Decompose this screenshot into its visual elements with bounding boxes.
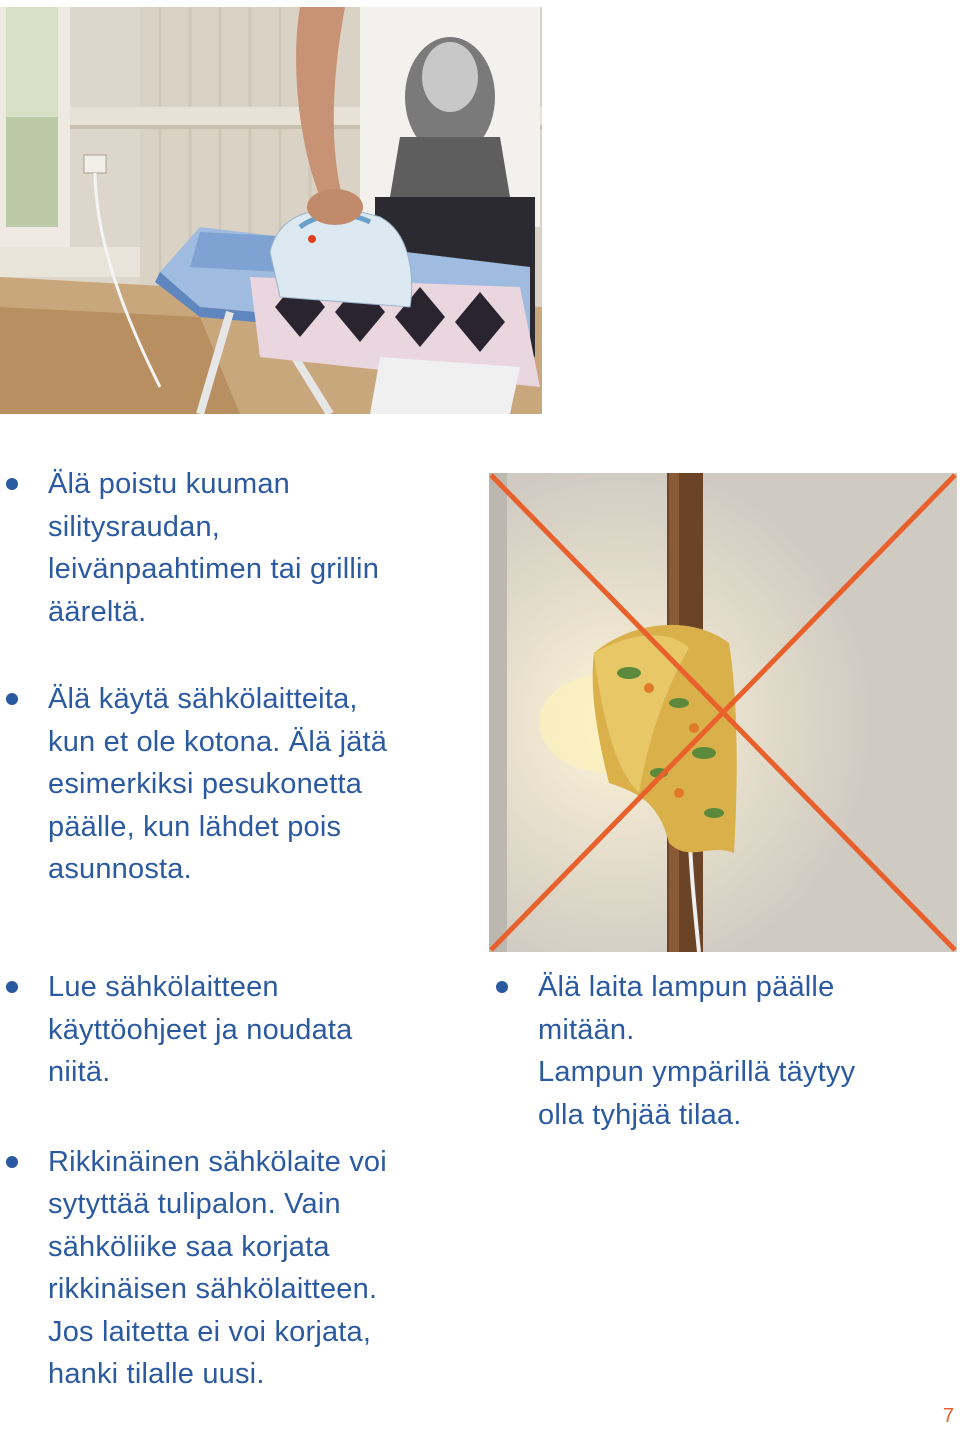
lamp-photo-graphic xyxy=(489,473,957,952)
bullet-icon xyxy=(6,1156,18,1168)
bullet-icon xyxy=(496,981,508,993)
lamp-photo xyxy=(489,473,957,952)
bullet-text: Älä laita lampun päälle mitään. Lampun ympärillä täytyy olla tyhjää tilaa. xyxy=(538,971,856,1131)
list-item xyxy=(0,966,470,1094)
page-number: 7 xyxy=(942,1405,954,1427)
left-top-bullet-list xyxy=(0,463,470,891)
bullet-icon xyxy=(6,478,18,490)
list-item xyxy=(0,463,470,633)
list-item xyxy=(0,1141,470,1396)
right-bullet-list xyxy=(490,966,950,1136)
list-item xyxy=(490,966,950,1136)
ironing-photo xyxy=(0,7,542,414)
bullet-text: Älä käytä sähkölaitteita, kun et ole kotona. Älä jätä esimerkiksi pesukonetta päälle, kun lähdet pois asunnosta. xyxy=(48,683,388,885)
ironing-photo-graphic xyxy=(0,7,542,414)
list-item xyxy=(0,678,470,891)
left-bottom-bullet-list xyxy=(0,966,470,1396)
bullet-text: Rikkinäinen sähkölaite voi sytyttää tulipalon. Vain sähköliike saa korjata rikkinäisen sähkölaitteen. Jos laitetta ei voi korjata, hanki tilalle uusi. xyxy=(48,1145,387,1390)
bullet-icon xyxy=(6,981,18,993)
bullet-text: Älä poistu kuuman silitysraudan, leivänpaahtimen tai grillin ääreltä. xyxy=(48,468,380,628)
bullet-text: Lue sähkölaitteen käyttöohjeet ja noudata niitä. xyxy=(48,971,353,1088)
bullet-icon xyxy=(6,693,18,705)
